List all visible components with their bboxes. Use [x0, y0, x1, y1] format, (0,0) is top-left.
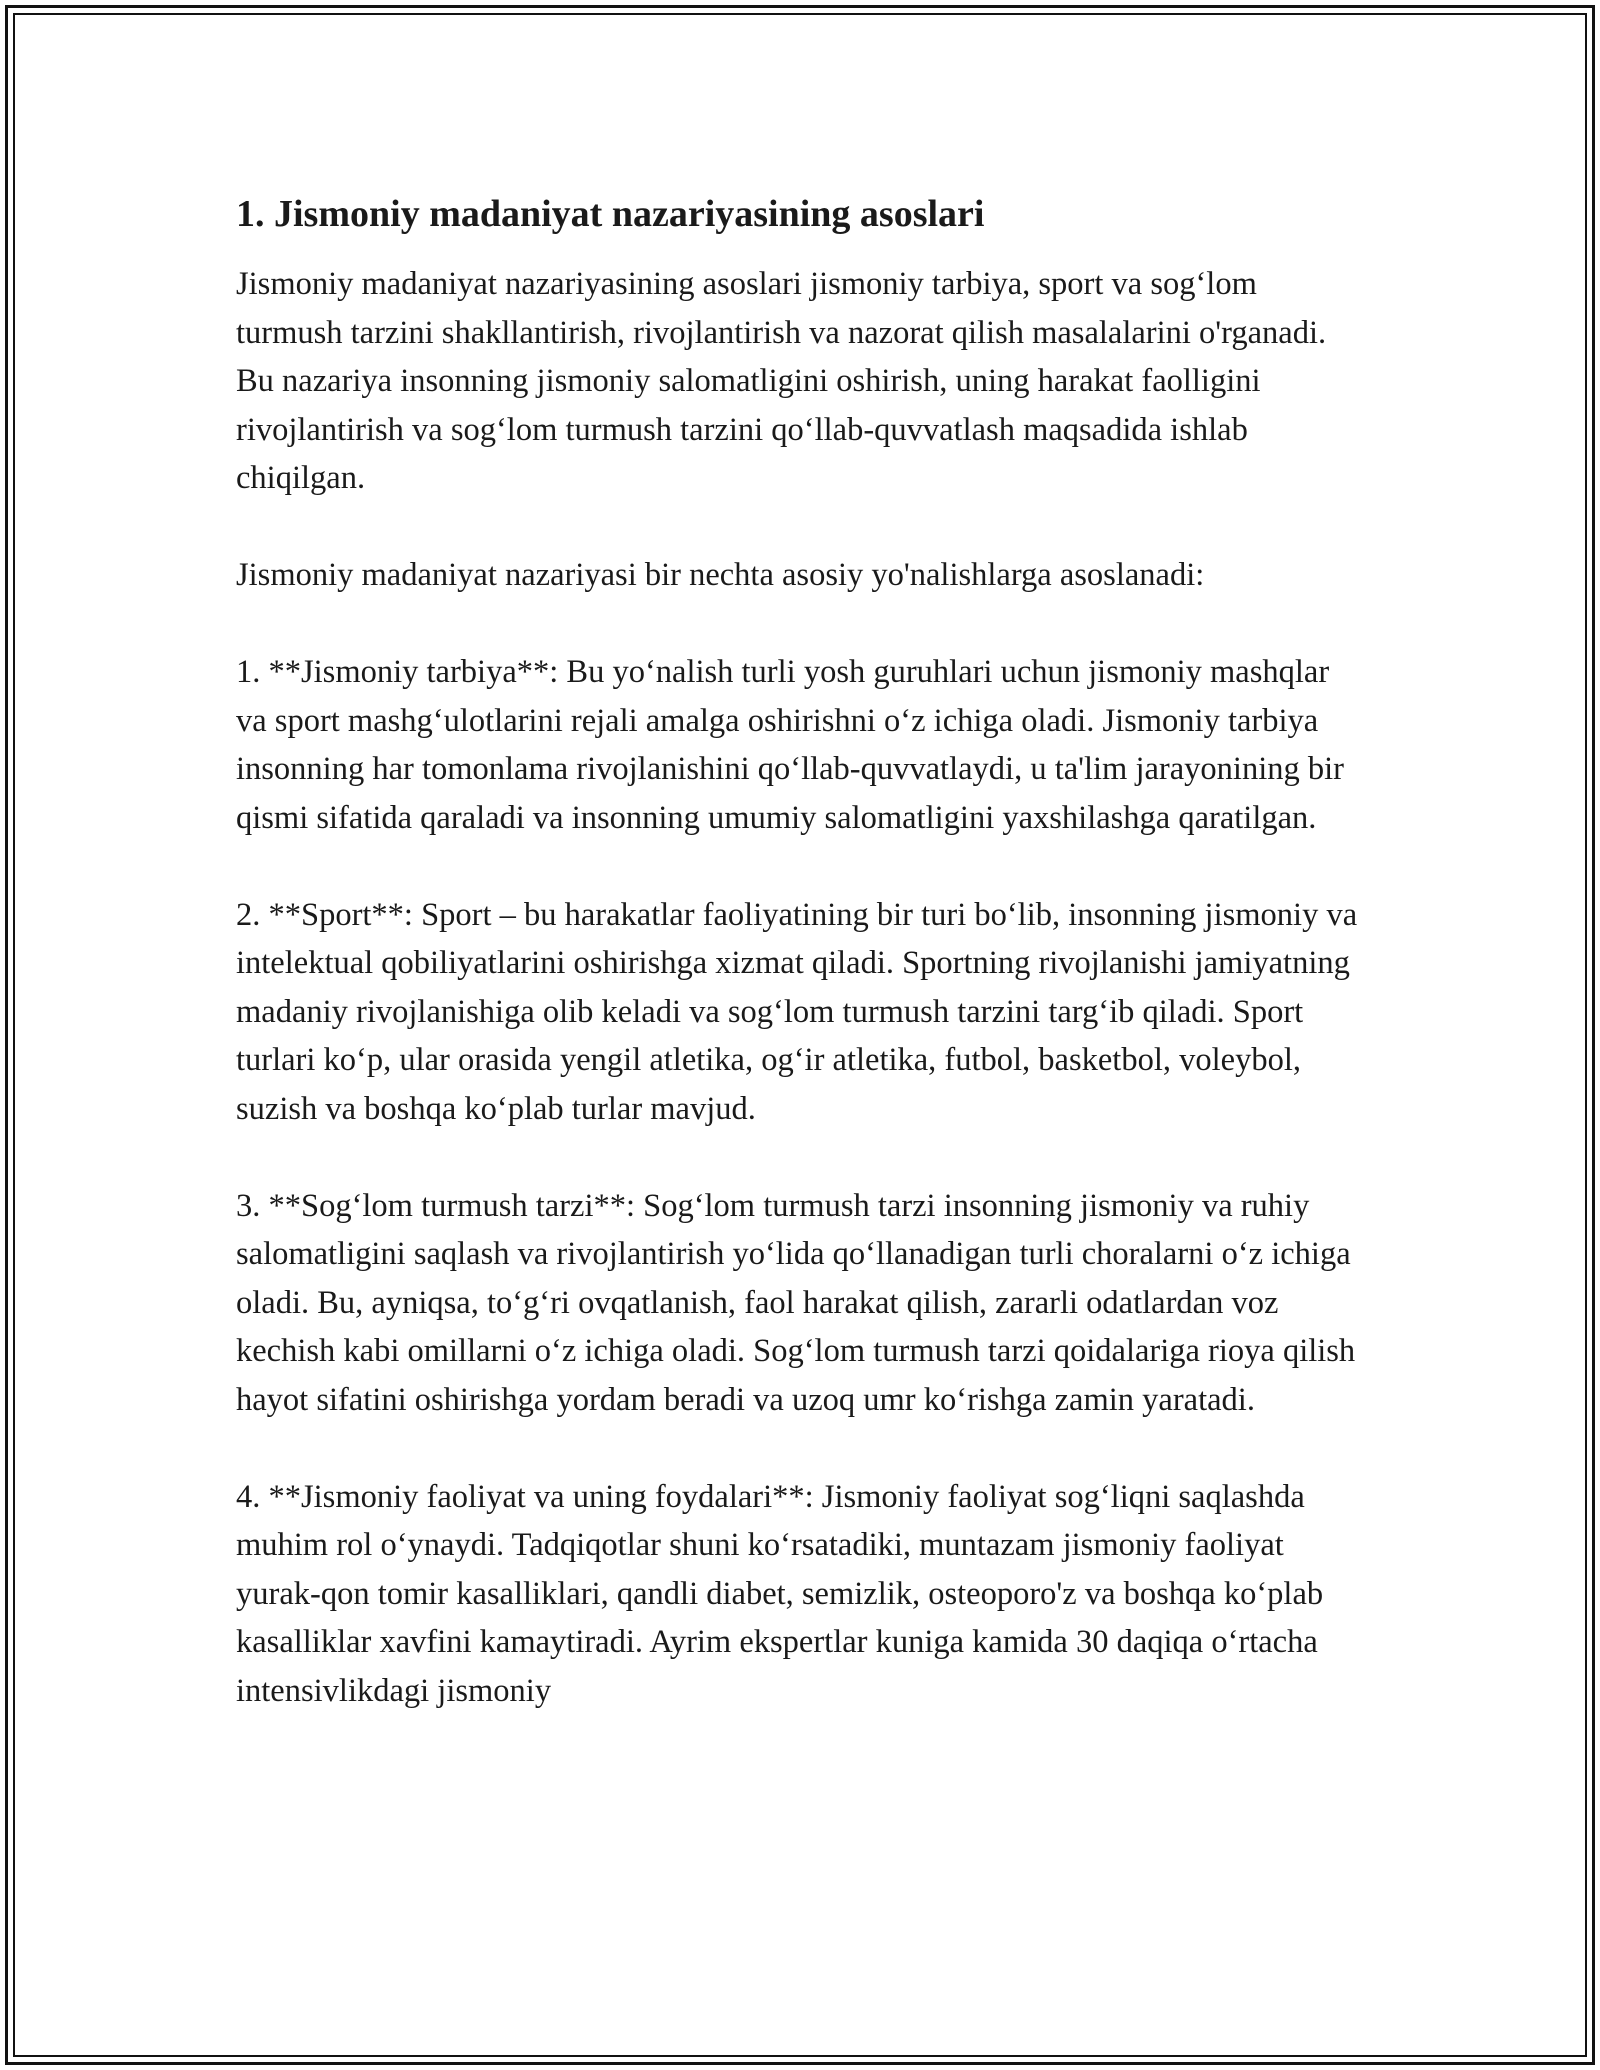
- list-item-healthy-lifestyle: 3. **Sog‘lom turmush tarzi**: Sog‘lom turmush tarzi insonning jismoniy va ruhiy salomatligini saqlash va rivojlantirish yo‘lida qo‘llanadigan turli choralarni o‘z ichiga oladi. Bu, ayniqsa, to‘g‘ri ovqatlanish, faol harakat qilish, zararli odatlardan voz kechish kabi omillarni o‘z ichiga oladi. Sog‘lom turmush tarzi qoidalariga rioya qilish hayot sifatini oshirishga yordam beradi va uzoq umr ko‘rishga zamin yaratadi.: [236, 1187, 1356, 1418]
- intro-paragraph: Jismoniy madaniyat nazariyasining asoslari jismoniy tarbiya, sport va sog‘lom turmush tarzini shakllantirish, rivojlantirish va nazorat qilish masalalarini o'rganadi. Bu nazariya insonning jismoniy salomatligini oshirish, uning harakat faolligini rivojlantirish va sog‘lom turmush tarzini qo‘llab-quvvatlash maqsadida ishlab chiqilgan.: [236, 266, 1327, 496]
- list-item-sport: 2. **Sport**: Sport – bu harakatlar faoliyatining bir turi bo‘lib, insonning jismoniy va intelektual qobiliyatlarini oshirishga xizmat qiladi. Sportning rivojlanishi jamiyatning madaniy rivojlanishiga olib keladi va sog‘lom turmush tarzini targ‘ib qiladi. Sport turlari ko‘p, ular orasida yengil atletika, og‘ir atletika, futbol, basketbol, voleybol, suzish va boshqa ko‘plab turlar mavjud.: [236, 896, 1358, 1127]
- document-body: [236, 186, 1366, 1764]
- list-item-physical-education: 1. **Jismoniy tarbiya**: Bu yo‘nalish turli yosh guruhlari uchun jismoniy mashqlar va sport mashg‘ulotlarini rejali amalga oshirishni o‘z ichiga oladi. Jismoniy tarbiya insonning har tomonlama rivojlanishini qo‘llab-quvvatlaydi, u ta'lim jarayonining bir qismi sifatida qaraladi va insonning umumiy salomatligini yaxshilashga qaratilgan.: [236, 654, 1344, 836]
- list-item-physical-activity: 4. **Jismoniy faoliyat va uning foydalari**: Jismoniy faoliyat sog‘liqni saqlashda muhim rol o‘ynaydi. Tadqiqotlar shuni ko‘rsatadiki, muntazam jismoniy faoliyat yurak-qon tomir kasalliklari, qandli diabet, semizlik, osteoporo'z va boshqa ko‘plab kasalliklar xavfini kamaytiradi. Ayrim ekspertlar kuniga kamida 30 daqiqa o‘rtacha intensivlikdagi jismoniy: [236, 1478, 1324, 1709]
- directions-intro-paragraph: Jismoniy madaniyat nazariyasi bir nechta asosiy yo'nalishlarga asoslanadi:: [236, 557, 1205, 593]
- section-heading: 1. Jismoniy madaniyat nazariyasining asoslari: [236, 193, 985, 235]
